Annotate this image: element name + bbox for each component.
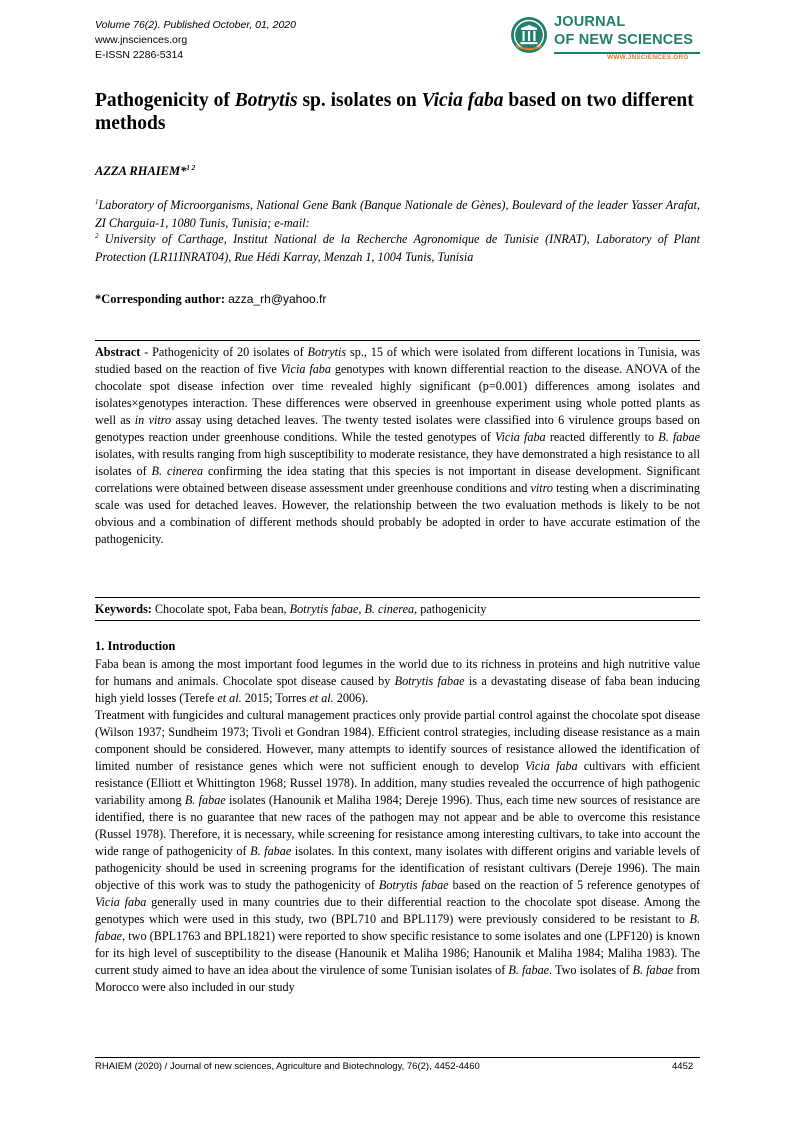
- corresponding-label: *Corresponding author:: [95, 292, 225, 306]
- intro-paragraph-1: Faba bean is among the most important food legumes in the world due to its richness in proteins and high nutritive value for humans and animals. Chocolate spot disease caused by Botrytis fabae is a devastating disease of faba bean inducing high yield losses (Terefe et al. 2015; Torres et al. 2006).: [95, 657, 700, 705]
- affiliation-2: $^2$ University of Carthage, Institut National de la Recherche Agronomique de Tunisie (INRAT), Laboratory of Plant Protection (LR11INRAT04), Rue Hédi Karray, Menzah 1, 1004 Tunis, Tunisia: [95, 232, 700, 264]
- abstract-top-rule: [95, 340, 700, 341]
- website-link[interactable]: www.jnsciences.org: [95, 34, 188, 46]
- abstract: Abstract - Pathogenicity of 20 isolates of Botrytis sp., 15 of which were isolated from different locations in Tunisia, was studied based on the reaction of five Vicia faba genotypes with known differential reaction to the disease. ANOVA of the chocolate spot disease infection over time revealed highly significant (p=0.001) differences among isolates and isolates×genotypes interaction. These differences were observed in greenhouse experiment using whole potted plants as well as in vitro assay using detached leaves. The twenty tested isolates were classified into 6 virulence groups based on genotypes reaction under greenhouse conditions. While the tested genotypes of Vicia faba reacted differently to B. fabae isolates, with results ranging from high susceptibility to moderate resistance, they have demonstrated a high resistance to all isolates of B. cinerea confirming the idea stating that this species is not important in disease development. Significant correlations were obtained between disease assessment under greenhouse conditions and vitro testing when a discriminating scale was used for detached leaves. However, the relationship between the two evaluation methods is likely to be not obvious and a combination of different methods should probably be adopted in order to have accurate estimation of the pathogenicity.: [95, 345, 701, 546]
- footer-rule: [95, 1057, 700, 1058]
- journal-globe-icon: [510, 16, 548, 54]
- journal-header-info: [95, 18, 296, 63]
- journal-logo: [510, 12, 700, 64]
- logo-line2: OF NEW SCIENCES: [554, 32, 694, 48]
- logo-url: WWW.JNSCIENCES.ORG: [607, 54, 689, 61]
- paper-title: Pathogenicity of Botrytis sp. isolates on Vicia faba based on two different methods: [95, 90, 694, 134]
- footer-citation: RHAIEM (2020) / Journal of new sciences, Agriculture and Biotechnology, 76(2), 4452-4460: [95, 1061, 480, 1072]
- introduction-body: [95, 656, 700, 996]
- keywords-bottom-rule: [95, 620, 700, 621]
- keywords: Keywords: Chocolate spot, Faba bean, Botrytis fabae, B. cinerea, pathogenicity: [95, 602, 487, 616]
- corresponding-email[interactable]: azza_rh@yahoo.fr: [228, 292, 327, 306]
- page-number: 4452: [672, 1061, 694, 1072]
- author-name: AZZA RHAIEM*$^{1 2}$: [95, 164, 196, 179]
- intro-paragraph-2: Treatment with fungicides and cultural management practices only provide partial control against the chocolate spot disease (Wilson 1937; Sundheim 1973; Tivoli et Gondran 1984). Efficient control strategies, including disease resistance as a main component should be considered. However, many attempts to identify sources of resistance allowed the identification of limited number of resistance genes which were not sufficient enough to develop Vicia faba cultivars with efficient resistance (Elliott et Whittington 1968; Russel 1978). In addition, many studies revealed the occurrence of high pathogenic variability among B. fabae isolates (Hanounik et Maliha 1984; Dereje 1996). Thus, each time new sources of resistance are identified, there is no guarantee that new races of the pathogen may not appear and be able to overcome this resistance (Russel 1978). Therefore, it is necessary, while screening for resistance among interesting cultivars, to take into account the wide range of pathogenicity of B. fabae isolates. In this context, many isolates with different origins and variable levels of pathogenicity should be used in screening programs for the identification of resistant cultivars (Dereje 1996). The main objective of this work was to study the pathogenicity of Botrytis fabae based on the reaction of 5 reference genotypes of Vicia faba generally used in many countries due to their differential reaction to the chocolate spot disease. Among the genotypes which were used in this study, two (BPL710 and BPL1179) were previously considered to be resistant to B. fabae, two (BPL1763 and BPL1821) were reported to show specific resistance to some isolates and one (LPF120) is known for its high level of susceptibility to the disease (Hanounik et Maliha 1986; Hanounik et Maliha 1984; Maliha 1983). The current study aimed to have an idea about the virulence of some Tunisian isolates of B. fabae. Two isolates of B. fabae from Morocco were also included in our study: [95, 708, 700, 994]
- volume-line: Volume 76(2). Published October, 01, 2020: [95, 19, 296, 31]
- issn: E-ISSN 2286-5314: [95, 49, 184, 61]
- keywords-top-rule: [95, 597, 700, 598]
- affiliation-1: $^1$Laboratory of Microorganisms, National Gene Bank (Banque Nationale de Gènes), Boulevard of the leader Yasser Arafat, ZI Charguia-1, 1080 Tunis, Tunisia; e-mail:: [95, 198, 700, 230]
- corresponding-author: [95, 292, 326, 307]
- section-heading-introduction: 1. Introduction: [95, 639, 176, 653]
- logo-line1: JOURNAL: [554, 14, 626, 30]
